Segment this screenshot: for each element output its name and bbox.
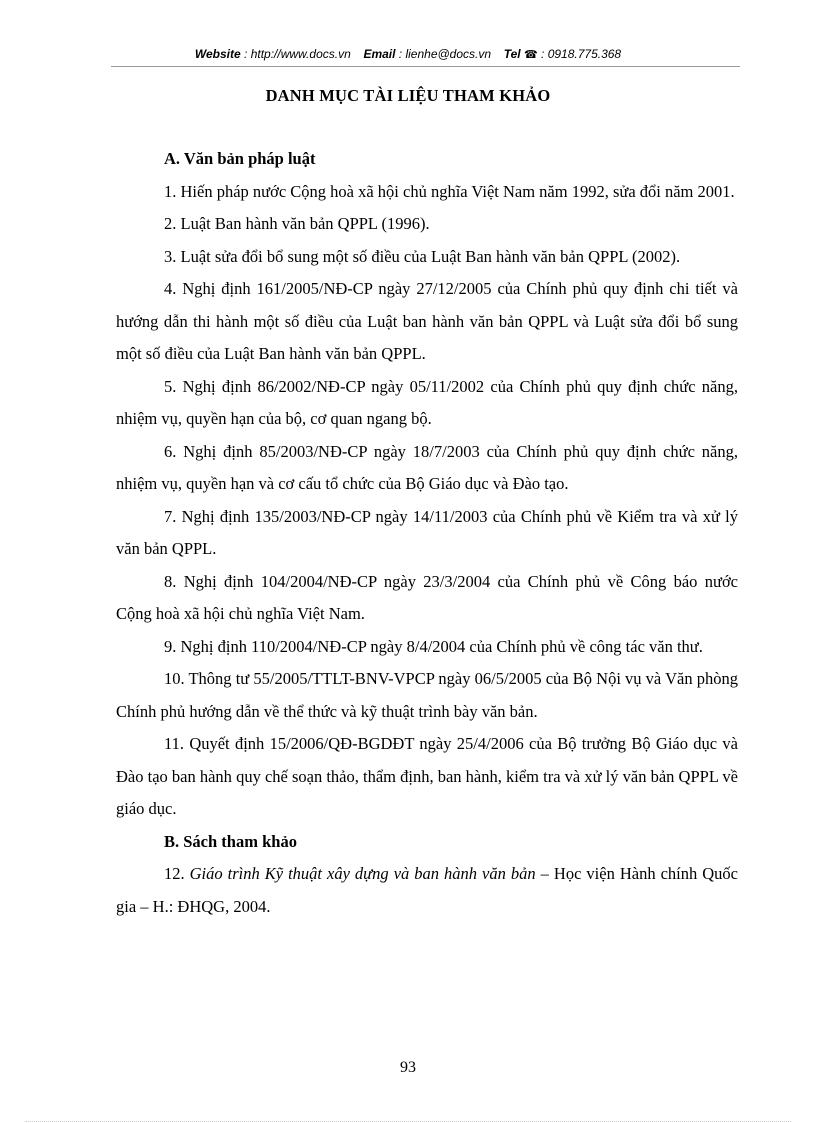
- section-heading-reference-books: B. Sách tham khảo: [164, 831, 297, 851]
- tel-label: Tel: [503, 47, 521, 61]
- email-label: Email: [363, 47, 396, 61]
- reference-item-8: 8. Nghị định 104/2004/NĐ-CP ngày 23/3/2004 của Chính phủ về Công báo nước Cộng hoà xã hội chủ nghĩa Việt Nam.: [116, 571, 738, 623]
- reference-item-12-title: Giáo trình Kỹ thuật xây dựng và ban hành văn bản: [189, 864, 536, 883]
- reference-item-12: [116, 858, 738, 923]
- reference-item-11: 11. Quyết định 15/2006/QĐ-BGDĐT ngày 25/4/2006 của Bộ trưởng Bộ Giáo dục và Đào tạo ban hành quy chế soạn thảo, thẩm định, ban hành, kiểm tra và xử lý văn bản QPPL về giáo dục.: [116, 734, 738, 818]
- reference-item-3: 3. Luật sửa đổi bổ sung một số điều của Luật Ban hành văn bản QPPL (2002).: [164, 246, 681, 266]
- section-heading-legal-documents: A. Văn bản pháp luật: [164, 149, 316, 168]
- reference-item-5: 5. Nghị định 86/2002/NĐ-CP ngày 05/11/2002 của Chính phủ quy định chức năng, nhiệm vụ, quyền hạn của bộ, cơ quan ngang bộ.: [116, 376, 738, 428]
- reference-item-12-publisher: – Học viện Hành chính Quốc gia – H.: ĐHQG, 2004.: [116, 864, 738, 916]
- email-separator: :: [395, 47, 406, 61]
- reference-item-1: 1. Hiến pháp nước Cộng hoà xã hội chủ nghĩa Việt Nam năm 1992, sửa đổi năm 2001.: [164, 181, 735, 201]
- email-value[interactable]: lienhe@docs.vn: [405, 47, 492, 61]
- website-separator: :: [240, 47, 251, 61]
- reference-item-10: 10. Thông tư 55/2005/TTLT-BNV-VPCP ngày 06/5/2005 của Bộ Nội vụ và Văn phòng Chính phủ hướng dẫn về thể thức và kỹ thuật trình bày văn bản.: [116, 669, 738, 721]
- reference-item-9: 9. Nghị định 110/2004/NĐ-CP ngày 8/4/2004 của Chính phủ về công tác văn thư.: [164, 636, 703, 656]
- reference-item-4: 4. Nghị định 161/2005/NĐ-CP ngày 27/12/2005 của Chính phủ quy định chi tiết và hướng dẫn thi hành một số điều của Luật ban hành văn bản QPPL và Luật sửa đổi bổ sung một số điều của Luật Ban hành văn bản QPPL.: [116, 279, 738, 363]
- phone-icon: ☎: [523, 49, 538, 61]
- page-title: DANH MỤC TÀI LIỆU THAM KHẢO: [265, 86, 551, 105]
- page-bottom-border: [25, 1121, 791, 1122]
- reference-item-6: 6. Nghị định 85/2003/NĐ-CP ngày 18/7/2003 của Chính phủ quy định chức năng, nhiệm vụ, quyền hạn và cơ cấu tổ chức của Bộ Giáo dục và Đào tạo.: [116, 441, 738, 493]
- reference-item-7: 7. Nghị định 135/2003/NĐ-CP ngày 14/11/2003 của Chính phủ về Kiểm tra và xử lý văn bản QPPL.: [116, 506, 738, 558]
- reference-item-2: 2. Luật Ban hành văn bản QPPL (1996).: [164, 214, 430, 233]
- tel-value: 0918.775.368: [547, 47, 622, 61]
- reference-list: [116, 143, 738, 923]
- page-number: 93: [400, 1059, 416, 1076]
- tel-separator: :: [537, 47, 548, 61]
- header-divider: [111, 66, 740, 67]
- website-label: Website: [194, 47, 241, 61]
- page-header: [0, 47, 816, 61]
- website-url[interactable]: http://www.docs.vn: [250, 47, 351, 61]
- reference-item-12-number: 12.: [164, 864, 190, 883]
